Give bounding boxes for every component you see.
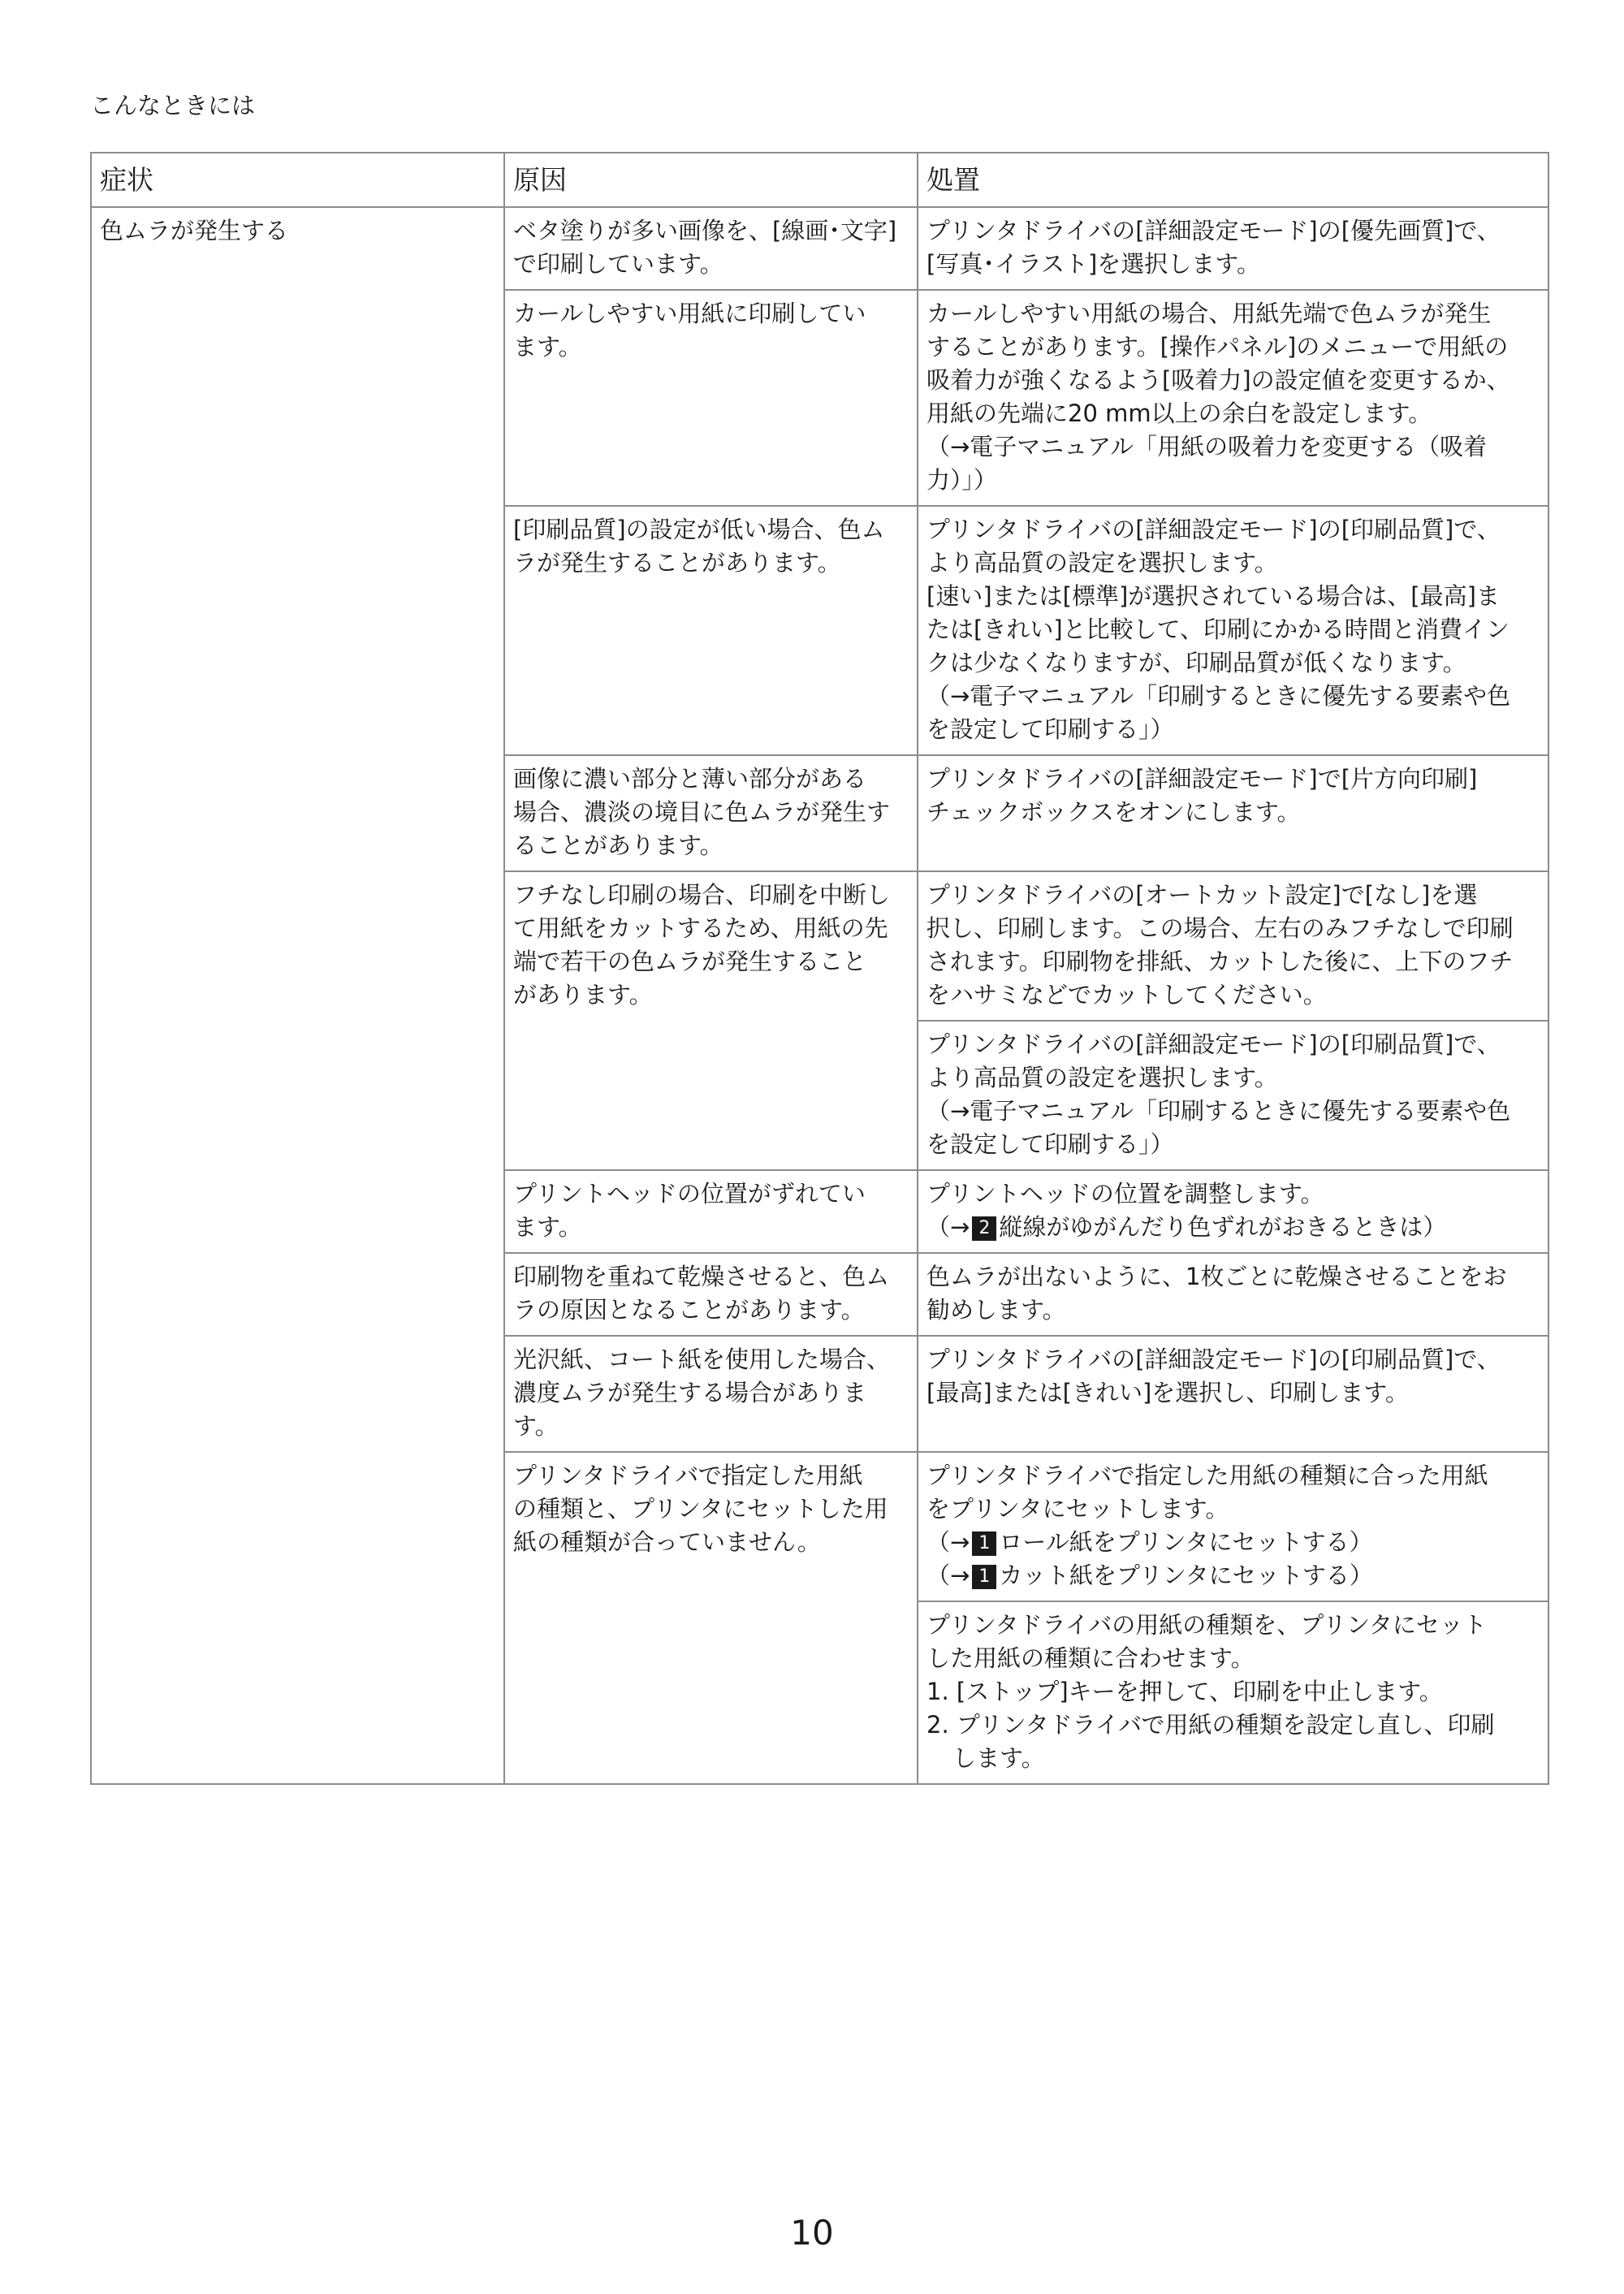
ref-prefix: （→ — [926, 1562, 970, 1589]
ref-text: ロール紙をプリンタにセットする） — [999, 1528, 1373, 1556]
header-symptom: 症状 — [91, 153, 504, 207]
ref-prefix: （→ — [926, 1528, 970, 1556]
page-number: 10 — [790, 2213, 834, 2253]
action-line: 勧めします。 — [926, 1296, 1066, 1324]
cause-line: 場合、濃淡の境目に色ムラが発生す — [513, 798, 891, 826]
action-line: されます。印刷物を排紙、カットした後に、上下のフチ — [926, 948, 1514, 975]
action-line: プリンタドライバで指定した用紙の種類に合った用紙 — [926, 1462, 1488, 1489]
action-line: プリンタドライバの[詳細設定モード]の[印刷品質]で、 — [926, 516, 1501, 543]
cause-line: フチなし印刷の場合、印刷を中断し — [513, 881, 891, 909]
ref-prefix: （→ — [926, 1213, 970, 1241]
action-line: プリントヘッドの位置を調整します。 — [926, 1180, 1324, 1207]
action-line: することがあります。[操作パネル]のメニューで用紙の — [926, 333, 1509, 361]
cross-reference — [926, 1211, 1540, 1244]
cause-line: カールしやすい用紙に印刷してい — [513, 300, 866, 327]
action-line: プリンタドライバの[詳細設定モード]の[印刷品質]で、 — [926, 1346, 1501, 1373]
cause-cell — [504, 871, 918, 1170]
cause-line: ることがあります。 — [513, 832, 723, 859]
ref-text: カット紙をプリンタにセットする） — [999, 1562, 1373, 1589]
action-line: 力）」） — [926, 466, 998, 494]
action-line: クは少なくなりますが、印刷品質が低くなります。 — [926, 649, 1466, 676]
action-cell — [918, 1336, 1548, 1452]
header-action: 処置 — [918, 153, 1548, 207]
cause-line: 紙の種類が合っていません。 — [513, 1528, 821, 1556]
action-line: をプリンタにセットします。 — [926, 1495, 1229, 1523]
cause-line: 端で若干の色ムラが発生すること — [513, 948, 867, 975]
action-line: たは[きれい]と比較して、印刷にかかる時間と消費イン — [926, 616, 1510, 643]
action-line: 択し、印刷します。この場合、左右のみフチなしで印刷 — [926, 914, 1514, 942]
step-item-continued: します。 — [952, 1744, 1045, 1772]
cause-line: 光沢紙、コート紙を使用した場合、 — [513, 1346, 891, 1373]
action-line: プリンタドライバの[詳細設定モード]の[優先画質]で、 — [926, 217, 1501, 244]
symptom-text: 色ムラが発生する — [100, 217, 289, 244]
chapter-badge-icon: 2 — [972, 1216, 996, 1241]
cause-line: ます。 — [513, 333, 582, 361]
action-line: プリンタドライバの用紙の種類を、プリンタにセット — [926, 1611, 1487, 1639]
cause-line: の種類と、プリンタにセットした用 — [513, 1495, 888, 1523]
cause-line: [印刷品質]の設定が低い場合、色ム — [513, 516, 885, 543]
action-cell — [918, 506, 1548, 755]
action-cell — [918, 207, 1548, 290]
cause-cell — [504, 1336, 918, 1452]
cause-line: ラの原因となることがあります。 — [513, 1296, 865, 1324]
action-cell — [918, 1170, 1548, 1253]
action-cell — [918, 1452, 1548, 1601]
cause-line: ベタ塗りが多い画像を、[線画･文字] — [513, 217, 897, 244]
action-cell — [918, 290, 1548, 506]
step-item: 1. [ストップ]キーを押して、印刷を中止します。 — [926, 1678, 1443, 1705]
action-line: [最高]または[きれい]を選択し、印刷します。 — [926, 1379, 1409, 1406]
action-line: より高品質の設定を選択します。 — [926, 1064, 1278, 1091]
header-cause: 原因 — [504, 153, 918, 207]
action-line: 用紙の先端に20 mm以上の余白を設定します。 — [926, 400, 1432, 427]
action-line: [写真･イラスト]を選択します。 — [926, 250, 1260, 278]
cause-cell — [504, 1452, 918, 1784]
cause-line: 印刷物を重ねて乾燥させると、色ム — [513, 1263, 890, 1290]
action-line: [速い]または[標準]が選択されている場合は、[最高]ま — [926, 582, 1500, 610]
cause-cell — [504, 1253, 918, 1336]
chapter-badge-icon: 1 — [972, 1531, 996, 1556]
action-cell — [918, 755, 1548, 871]
step-item: 2. プリンタドライバで用紙の種類を設定し直し、印刷 — [926, 1711, 1495, 1739]
action-line: （→電子マニュアル「用紙の吸着力を変更する（吸着 — [926, 433, 1488, 460]
cause-cell — [504, 290, 918, 506]
cause-line: て用紙をカットするため、用紙の先 — [513, 914, 888, 942]
action-cell — [918, 1253, 1548, 1336]
cause-line: があります。 — [513, 981, 653, 1009]
cause-line: す。 — [513, 1412, 559, 1440]
action-line: （→電子マニュアル「印刷するときに優先する要素や色 — [926, 1097, 1511, 1125]
cause-cell — [504, 1170, 918, 1253]
cause-line: ます。 — [513, 1213, 582, 1241]
table-row — [91, 207, 1548, 290]
cross-reference — [926, 1526, 1540, 1559]
page-header: こんなときには — [90, 92, 256, 119]
action-line: 色ムラが出ないように、1枚ごとに乾燥させることをお — [926, 1263, 1507, 1290]
cause-cell — [504, 506, 918, 755]
troubleshooting-table — [90, 152, 1549, 1785]
cause-cell — [504, 207, 918, 290]
cause-line: 濃度ムラが発生する場合がありま — [513, 1379, 867, 1406]
action-line: 吸着力が強くなるよう[吸着力]の設定値を変更するか、 — [926, 366, 1510, 394]
action-line: （→電子マニュアル「印刷するときに優先する要素や色 — [926, 682, 1511, 710]
action-line: を設定して印刷する」） — [926, 715, 1174, 743]
action-cell — [918, 1601, 1548, 1784]
action-line: カールしやすい用紙の場合、用紙先端で色ムラが発生 — [926, 300, 1492, 327]
cause-line: で印刷しています。 — [513, 250, 723, 278]
ref-text: 縦線がゆがんだり色ずれがおきるときは） — [999, 1213, 1447, 1241]
cause-cell — [504, 755, 918, 871]
action-line: チェックボックスをオンにします。 — [926, 798, 1301, 826]
action-line: より高品質の設定を選択します。 — [926, 549, 1278, 577]
symptom-cell — [91, 207, 504, 1784]
action-cell — [918, 1021, 1548, 1170]
action-line: プリンタドライバの[詳細設定モード]の[印刷品質]で、 — [926, 1030, 1501, 1058]
cause-line: ラが発生することがあります。 — [513, 549, 841, 577]
table-header-row — [91, 153, 1548, 207]
action-line: を設定して印刷する」） — [926, 1130, 1174, 1158]
cause-line: プリンタドライバで指定した用紙 — [513, 1462, 863, 1489]
action-line: プリンタドライバの[オートカット設定]で[なし]を選 — [926, 881, 1478, 909]
action-line: した用紙の種類に合わせます。 — [926, 1644, 1255, 1672]
action-line: プリンタドライバの[詳細設定モード]で[片方向印刷] — [926, 765, 1478, 793]
action-cell — [918, 871, 1548, 1021]
chapter-badge-icon: 1 — [972, 1565, 996, 1589]
cause-line: プリントヘッドの位置がずれてい — [513, 1180, 866, 1207]
cross-reference — [926, 1559, 1540, 1592]
action-line: をハサミなどでカットしてください。 — [926, 981, 1327, 1009]
cause-line: 画像に濃い部分と薄い部分がある — [513, 765, 867, 793]
